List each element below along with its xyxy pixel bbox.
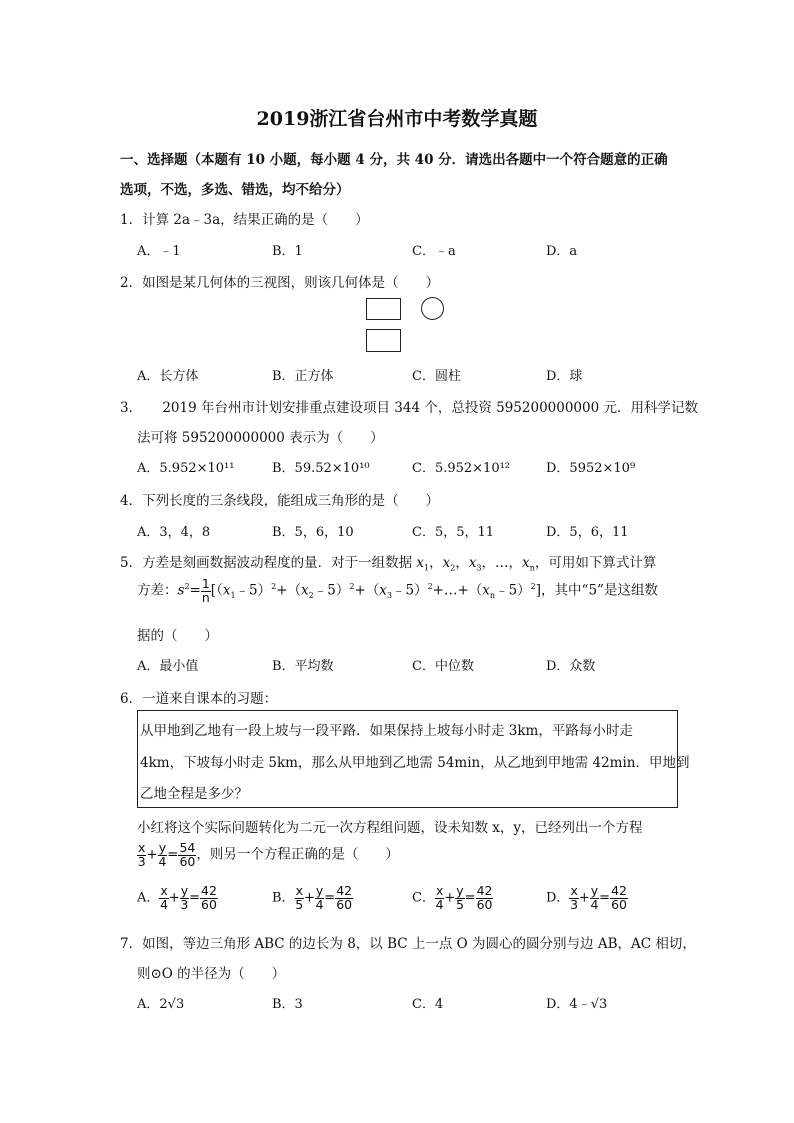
q6-line2-text: ，则另一个方程正确的是（ ） xyxy=(196,846,399,863)
q4-option-c[interactable]: C．5，5，11 xyxy=(412,525,495,540)
q7-line1: 7．如图，等边三角形 ABC 的边长为 8，以 BC 上一点 O 为圆心的圆分别与边 AB，AC 相切， xyxy=(120,936,696,952)
section-heading-line2: 选项，不选，多选、错选，均不给分） xyxy=(120,182,350,198)
q7-option-c[interactable]: C．4 xyxy=(412,997,444,1012)
fraction-y-over-4: $\frac{y}{4}$ xyxy=(158,840,167,869)
q7-option-d[interactable]: D．4﹣√3 xyxy=(546,997,608,1012)
q2-option-b[interactable]: B．正方体 xyxy=(272,369,334,384)
q5-line2: 方差：$s^2=$ $\frac{1}{n}$ $[(x_1﹣5)^2+(x_2﹣5)^2+(x_3﹣5)^2+\dots+(x_n﹣5)^2]$，其中“5”是这组数 xyxy=(137,576,658,605)
front-view-rectangle xyxy=(366,298,401,320)
q1-option-a[interactable]: A．﹣1 xyxy=(137,244,181,259)
q6-box-line3: 乙地全程是多少？ xyxy=(140,786,248,802)
q5-line2-tail: ，其中“5”是这组数 xyxy=(541,582,658,599)
q5-option-c[interactable]: C．中位数 xyxy=(412,659,474,674)
q6-stem: 6．一道来自课本的习题： xyxy=(120,691,278,707)
q4-option-d[interactable]: D．5，6，11 xyxy=(546,525,629,540)
fraction-54-over-60: $\frac{54}{60}$ xyxy=(179,840,196,869)
q6-line1: 小红将这个实际问题转化为二元一次方程组问题，设未知数 x，y，已经列出一个方程 xyxy=(137,820,643,836)
q3-option-a[interactable]: A．5.952×10¹¹ xyxy=(137,461,235,476)
q1-option-c[interactable]: C．﹣a xyxy=(412,244,456,259)
q5-line2-text: 方差： xyxy=(137,582,178,599)
q4-option-b[interactable]: B．5，6，10 xyxy=(272,525,354,540)
q5-line1-text: 5．方差是刻画数据波动程度的量．对于一组数据 xyxy=(120,555,417,571)
q6-option-b[interactable]: B． $\frac{x}{5}$ + $\frac{y}{4}$ = $\frac{42}{60}$ xyxy=(272,883,353,912)
q7-option-b[interactable]: B．3 xyxy=(272,997,303,1012)
top-view-rectangle xyxy=(366,329,401,352)
q7-option-a[interactable]: A．2√3 xyxy=(137,997,185,1012)
q2-option-c[interactable]: C．圆柱 xyxy=(412,369,461,384)
q5-option-a[interactable]: A．最小值 xyxy=(137,659,199,674)
q6-option-d[interactable]: D． $\frac{x}{3}$ + $\frac{y}{4}$ = $\frac{42}{60}$ xyxy=(546,883,627,912)
section-heading-line1: 一、选择题（本题有 10 小题，每小题 4 分，共 40 分．请选出各题中一个符合题意的正确 xyxy=(120,152,668,168)
q1-option-d[interactable]: D．a xyxy=(546,244,578,259)
q5-line3: 据的（ ） xyxy=(137,628,218,644)
q4-stem: 4．下列长度的三条线段，能组成三角形的是（ ） xyxy=(120,493,440,509)
q5-option-b[interactable]: B．平均数 xyxy=(272,659,334,674)
q3-line2: 法可将 595200000000 表示为（ ） xyxy=(137,430,384,446)
q3-option-d[interactable]: D．5952×10⁹ xyxy=(546,461,636,476)
q2-option-d[interactable]: D．球 xyxy=(546,369,583,384)
q6-option-c-label: C． xyxy=(412,890,435,906)
q7-line2: 则⊙O 的半径为（ ） xyxy=(137,966,286,982)
q6-option-d-label: D． xyxy=(546,890,570,906)
q5-line1-tail: ，可用如下算式计算 xyxy=(534,555,657,571)
q3-option-c[interactable]: C．5.952×10¹² xyxy=(412,461,511,476)
q1-option-b[interactable]: B．1 xyxy=(272,244,303,259)
q1-stem: 1．计算 2a﹣3a，结果正确的是（ ） xyxy=(120,212,369,228)
fraction-x-over-3: $\frac{x}{3}$ xyxy=(137,840,146,869)
q6-line2: $\frac{x}{3}$ + $\frac{y}{4}$ = $\frac{54}{60}$ ，则另一个方程正确的是（ ） xyxy=(137,840,399,869)
q6-option-c[interactable]: C． $\frac{x}{4}$ + $\frac{y}{5}$ = $\frac{42}{60}$ xyxy=(412,883,493,912)
q3-option-b[interactable]: B．59.52×10¹⁰ xyxy=(272,461,370,476)
one-over-n-fraction: $\frac{1}{n}$ xyxy=(201,576,210,605)
q6-option-b-label: B． xyxy=(272,890,295,906)
side-view-circle xyxy=(421,297,444,320)
q3-line1: 3． 2019 年台州市计划安排重点建设项目 344 个，总投资 595200000000 元．用科学记数 xyxy=(120,400,698,416)
q6-option-a[interactable]: A． $\frac{x}{4}$ + $\frac{y}{3}$ = $\frac{42}{60}$ xyxy=(137,883,217,912)
q6-option-a-label: A． xyxy=(137,890,160,906)
q2-stem: 2．如图是某几何体的三视图，则该几何体是（ ） xyxy=(120,275,440,291)
q2-option-a[interactable]: A．长方体 xyxy=(137,369,199,384)
q5-line1: 5．方差是刻画数据波动程度的量．对于一组数据 $x_1$，$x_2$，$x_3$，…，$x_n$，可用如下算式计算 xyxy=(120,555,657,573)
page-title: 2019浙江省台州市中考数学真题 xyxy=(256,108,538,130)
q4-option-a[interactable]: A．3，4，8 xyxy=(137,525,211,540)
q6-box-line1: 从甲地到乙地有一段上坡与一段平路．如果保持上坡每小时走 3km，平路每小时走 xyxy=(140,723,633,739)
q6-box-line2: 4km，下坡每小时走 5km，那么从甲地到乙地需 54min，从乙地到甲地需 42min．甲地到 xyxy=(140,755,690,771)
q5-option-d[interactable]: D．众数 xyxy=(546,659,596,674)
